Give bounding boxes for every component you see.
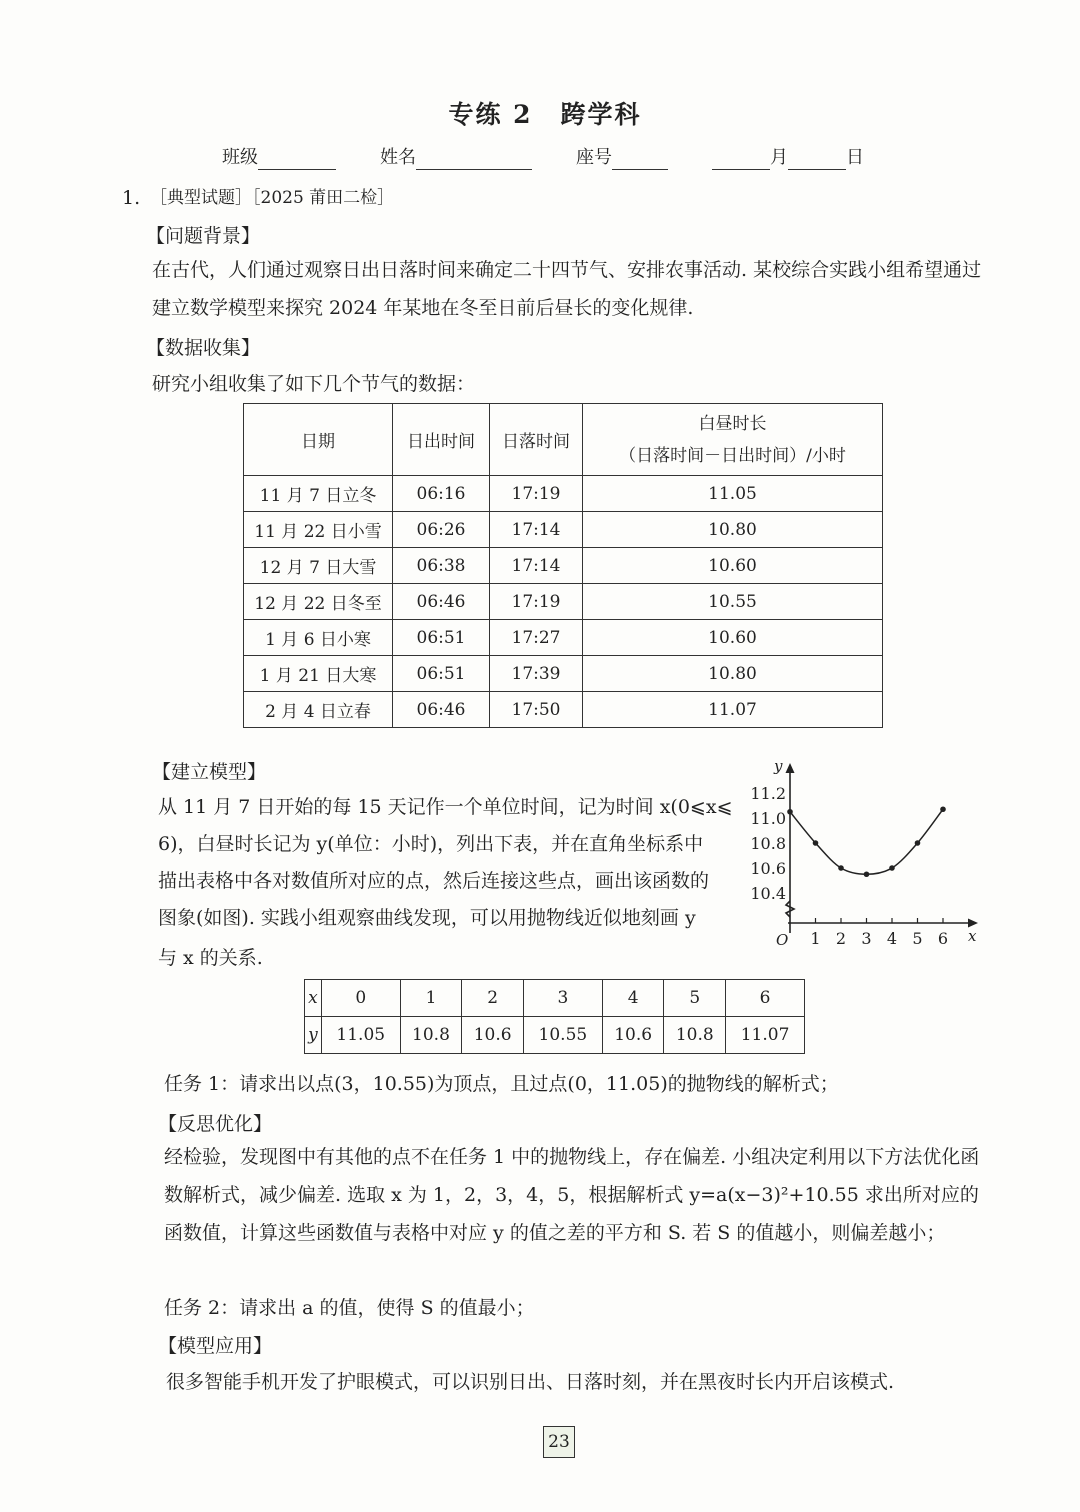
table-cell: 06:16 xyxy=(393,476,490,512)
y-ticks xyxy=(750,784,786,903)
table-cell: 10.6 xyxy=(602,1017,664,1054)
table-row-x xyxy=(305,980,805,1017)
title-part2: 跨学科 xyxy=(560,100,642,129)
table-row xyxy=(244,512,883,548)
model-line2: 6)，白昼时长记为 y(单位：小时)，列出下表，并在直角坐标系中 xyxy=(158,833,704,855)
y-tick-label: 11.0 xyxy=(750,809,786,828)
reflect-heading: 【反思优化】 xyxy=(158,1113,273,1135)
daylength-chart xyxy=(750,755,982,951)
apply-heading: 【模型应用】 xyxy=(158,1335,273,1357)
table-cell: 17:14 xyxy=(490,548,583,584)
table-cell: 2 xyxy=(462,980,524,1017)
table-cell: 17:19 xyxy=(490,476,583,512)
table-cell: 06:51 xyxy=(393,656,490,692)
class-blank[interactable] xyxy=(258,149,336,170)
solar-terms-table xyxy=(243,403,883,728)
data-point xyxy=(787,809,793,815)
date-field[interactable] xyxy=(712,146,864,170)
page-number: 23 xyxy=(543,1426,575,1458)
table-row xyxy=(244,692,883,728)
title-part1: 专练 2 xyxy=(448,100,533,129)
series-line xyxy=(790,809,943,874)
table-cell: 11.05 xyxy=(321,1017,400,1054)
table-cell: 17:39 xyxy=(490,656,583,692)
table-cell: 11.07 xyxy=(583,692,883,728)
table-cell: 10.60 xyxy=(583,620,883,656)
class-label: 班级 xyxy=(222,147,258,168)
table-cell: 06:46 xyxy=(393,692,490,728)
data-points xyxy=(787,806,946,877)
y-tick-label: 11.2 xyxy=(750,784,786,803)
table-cell: 10.55 xyxy=(583,584,883,620)
data-point xyxy=(940,806,946,812)
data-intro: 研究小组收集了如下几个节气的数据： xyxy=(152,373,476,395)
question-number: 1. xyxy=(122,187,141,209)
data-point xyxy=(889,865,895,871)
table-row xyxy=(244,584,883,620)
name-blank[interactable] xyxy=(416,149,532,170)
table-cell: 12 月 7 日大雪 xyxy=(244,548,393,584)
table-cell: 10.60 xyxy=(583,548,883,584)
origin-label: O xyxy=(776,931,789,949)
background-heading: 【问题背景】 xyxy=(146,225,261,247)
table-row xyxy=(244,620,883,656)
table-cell: 10.80 xyxy=(583,656,883,692)
y-tick-label: 10.4 xyxy=(750,884,786,903)
reflect-text: 经检验，发现图中有其他的点不在任务 1 中的抛物线上，存在偏差. 小组决定利用以下方法优化函数解析式，减少偏差. 选取 x 为 1，2，3，4，5，根据解析式 y=a(x−3)²+10.55 求出所对应的函数值，计算这些函数值与表格中对应 y 的值之差的平方和 S. 若 S 的值越小，则偏差越小； xyxy=(164,1146,980,1244)
y-axis-label: y xyxy=(774,757,783,775)
table-cell: 17:14 xyxy=(490,512,583,548)
table-cell: 6 xyxy=(726,980,805,1017)
name-field[interactable] xyxy=(380,146,532,170)
data-point xyxy=(838,865,844,871)
x-tick-label: 2 xyxy=(835,929,847,948)
table-cell: 11.05 xyxy=(583,476,883,512)
table-cell: 06:46 xyxy=(393,584,490,620)
task2-text: 任务 2：请求出 a 的值，使得 S 的值最小； xyxy=(164,1297,535,1319)
header-sunrise: 日出时间 xyxy=(393,404,490,476)
x-tick-label: 3 xyxy=(861,929,872,948)
class-field[interactable] xyxy=(222,146,336,170)
table-cell: 11 月 22 日小雪 xyxy=(244,512,393,548)
table-cell: 10.55 xyxy=(523,1017,602,1054)
month-label: 月 xyxy=(770,147,788,168)
table-cell: 12 月 22 日冬至 xyxy=(244,584,393,620)
table-cell: 10.80 xyxy=(583,512,883,548)
table-cell: 3 xyxy=(523,980,602,1017)
seat-blank[interactable] xyxy=(612,149,668,170)
table-cell: 17:50 xyxy=(490,692,583,728)
x-axis-label: x xyxy=(968,927,977,945)
table-cell: 10.6 xyxy=(462,1017,524,1054)
y-tick-label: 10.6 xyxy=(750,859,786,878)
header-daylength xyxy=(583,404,883,476)
background-text: 在古代，人们通过观察日出日落时间来确定二十四节气、安排农事活动. 某校综合实践小组希望通过建立数学模型来探究 2024 年某地在冬至日前后昼长的变化规律. xyxy=(152,259,982,319)
table-cell: 10.8 xyxy=(400,1017,462,1054)
table-row xyxy=(244,656,883,692)
seat-field[interactable] xyxy=(576,146,668,170)
question-tags: ［典型试题］［2025 莆田二检］ xyxy=(150,188,395,208)
model-heading: 【建立模型】 xyxy=(152,761,267,783)
data-point xyxy=(915,840,921,846)
model-line4: 图象(如图). 实践小组观察曲线发现，可以用抛物线近似地刻画 y xyxy=(158,907,696,929)
y-row-label: y xyxy=(305,1017,322,1054)
table-cell: 5 xyxy=(664,980,726,1017)
y-tick-label: 10.8 xyxy=(750,834,786,853)
table-cell: 1 月 6 日小寒 xyxy=(244,620,393,656)
table-row-y xyxy=(305,1017,805,1054)
table-cell: 1 月 21 日大寒 xyxy=(244,656,393,692)
apply-text: 很多智能手机开发了护眼模式，可以识别日出、日落时刻，并在黑夜时长内开启该模式. xyxy=(166,1371,895,1393)
data-point xyxy=(813,840,819,846)
data-point xyxy=(864,871,870,877)
table-cell: 06:26 xyxy=(393,512,490,548)
header-daylength-line2: （日落时间－日出时间）/小时 xyxy=(619,445,846,466)
y-axis-arrow xyxy=(786,763,795,773)
xy-table xyxy=(304,979,805,1054)
name-label: 姓名 xyxy=(380,147,416,168)
table-row xyxy=(244,476,883,512)
page-title xyxy=(0,100,1080,129)
table-cell: 11.07 xyxy=(726,1017,805,1054)
task1-text: 任务 1：请求出以点(3，10.55)为顶点，且过点(0，11.05)的抛物线的解析式； xyxy=(164,1073,839,1095)
seat-label: 座号 xyxy=(576,147,612,168)
x-tick-label: 6 xyxy=(937,929,949,948)
header-sunset: 日落时间 xyxy=(490,404,583,476)
table-cell: 2 月 4 日立春 xyxy=(244,692,393,728)
data-heading: 【数据收集】 xyxy=(146,337,261,359)
table-cell: 10.8 xyxy=(664,1017,726,1054)
header-date: 日期 xyxy=(244,404,393,476)
table-cell: 17:27 xyxy=(490,620,583,656)
month-blank[interactable] xyxy=(712,149,770,170)
table-cell: 4 xyxy=(602,980,664,1017)
header-daylength-line1: 白昼时长 xyxy=(698,413,767,434)
x-row-label: x xyxy=(305,980,322,1017)
x-tick-label: 1 xyxy=(810,929,821,948)
x-tick-label: 4 xyxy=(886,929,898,948)
day-blank[interactable] xyxy=(788,149,846,170)
table-cell: 17:19 xyxy=(490,584,583,620)
table-cell: 0 xyxy=(321,980,400,1017)
model-line1: 从 11 月 7 日开始的每 15 天记作一个单位时间，记为时间 x(0⩽x⩽ xyxy=(158,796,733,818)
table-row xyxy=(244,548,883,584)
x-tick-label: 5 xyxy=(912,929,923,948)
table-cell: 1 xyxy=(400,980,462,1017)
table-cell: 11 月 7 日立冬 xyxy=(244,476,393,512)
table-cell: 06:38 xyxy=(393,548,490,584)
model-line5: 与 x 的关系. xyxy=(158,947,263,969)
table-cell: 06:51 xyxy=(393,620,490,656)
day-label: 日 xyxy=(846,147,864,168)
model-line3: 描出表格中各对数值所对应的点，然后连接这些点，画出该函数的 xyxy=(158,870,710,892)
